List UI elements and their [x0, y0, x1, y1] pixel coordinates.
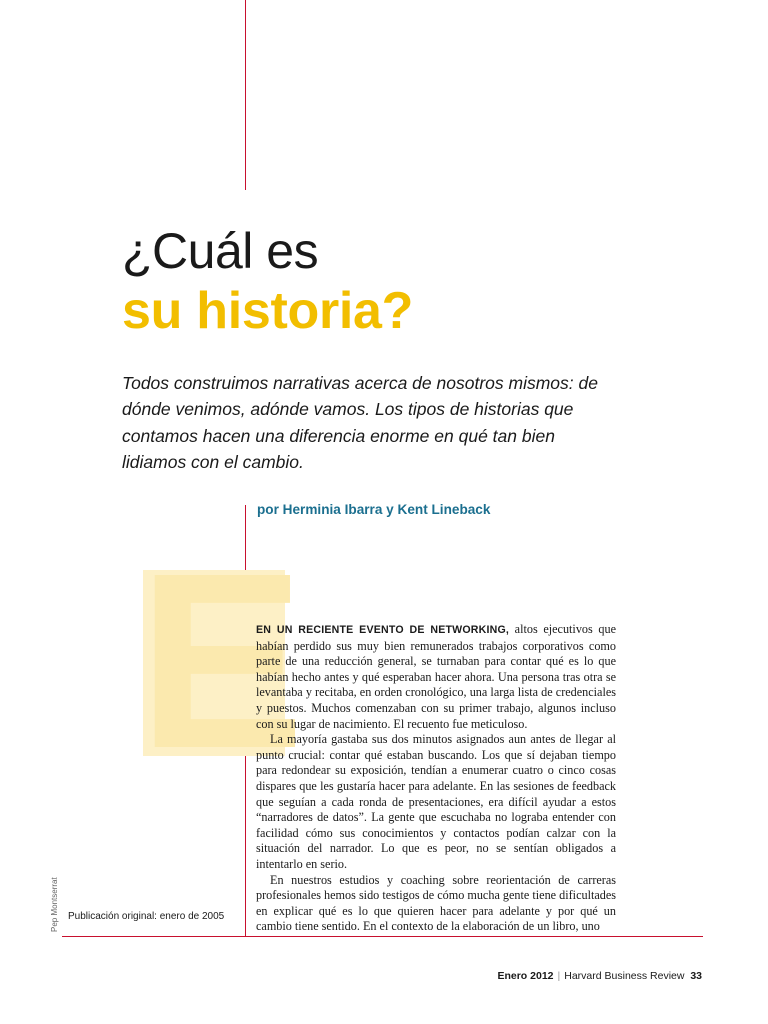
article-paragraph-2: La mayoría gastaba sus dos minutos asignados aun antes de llegar al punto crucial: contar qué estaban buscando. Los que sí dejaban tiempo para redondear su exposición, tendían a enumerar cuatro o cinco cosas dispares que les gustaría hacer para adelante. En las sesiones de feedback que seguían a cada ronda de presentaciones, era difícil ayudar a estos “narradores de datos”. La gente que escuchaba no lograba entender con facilidad cómo sus conocimientos y contactos podían calzar con la situación del narrador. Lo que es peor, no se sentían obligados a intentarlo en serio. [256, 732, 616, 871]
title-line-2: su historia? [122, 282, 414, 340]
byline: por Herminia Ibarra y Kent Lineback [257, 502, 491, 517]
vertical-rule-top [245, 0, 246, 190]
article-paragraph-1 [256, 622, 616, 732]
page-footer [497, 970, 702, 982]
publication-note: Publicación original: enero de 2005 [68, 911, 225, 922]
deck-subtitle: Todos construimos narrativas acerca de nosotros mismos: de dónde venimos, adónde vamos. Los tipos de historias que contamos hacen una diferencia enorme en qué tan bien lidiamos con el cambio. [122, 373, 598, 472]
paragraph-1-text: altos ejecutivos que habían perdido sus muy bien remunerados trabajos corporativos como parte de una reducción general, se turnaban para contar qué es lo que habían hecho antes y qué esperaban hacer ahora. Una persona tras otra se levantaba y recitaba, en orden cronológico, una larga lista de credenciales y puestos. Muchos comenzaban con su primer trabajo, algunos incluso con su lugar de nacimiento. El recuento fue meticuloso. [256, 622, 616, 731]
horizontal-rule [62, 936, 703, 937]
footer-date: Enero 2012 [497, 970, 554, 982]
footer-separator: | [557, 970, 561, 982]
lead-in: EN UN RECIENTE EVENTO DE NETWORKING, [256, 624, 510, 636]
footer-magazine: Harvard Business Review [564, 970, 685, 982]
article-body [256, 622, 616, 935]
page-number: 33 [690, 970, 702, 982]
photo-credit: Pep Montserrat [50, 877, 59, 932]
title-line-1: ¿Cuál es [122, 223, 319, 279]
dropcap-letter: E [138, 521, 305, 800]
article-paragraph-3: En nuestros estudios y coaching sobre reorientación de carreras profesionales hemos sido testigos de cómo mucha gente tiene dificultades en explicar qué es lo que quieren hacer para adelante y por qué un cambio tiene sentido. En el contexto de la elaboración de un libro, uno [256, 872, 616, 934]
